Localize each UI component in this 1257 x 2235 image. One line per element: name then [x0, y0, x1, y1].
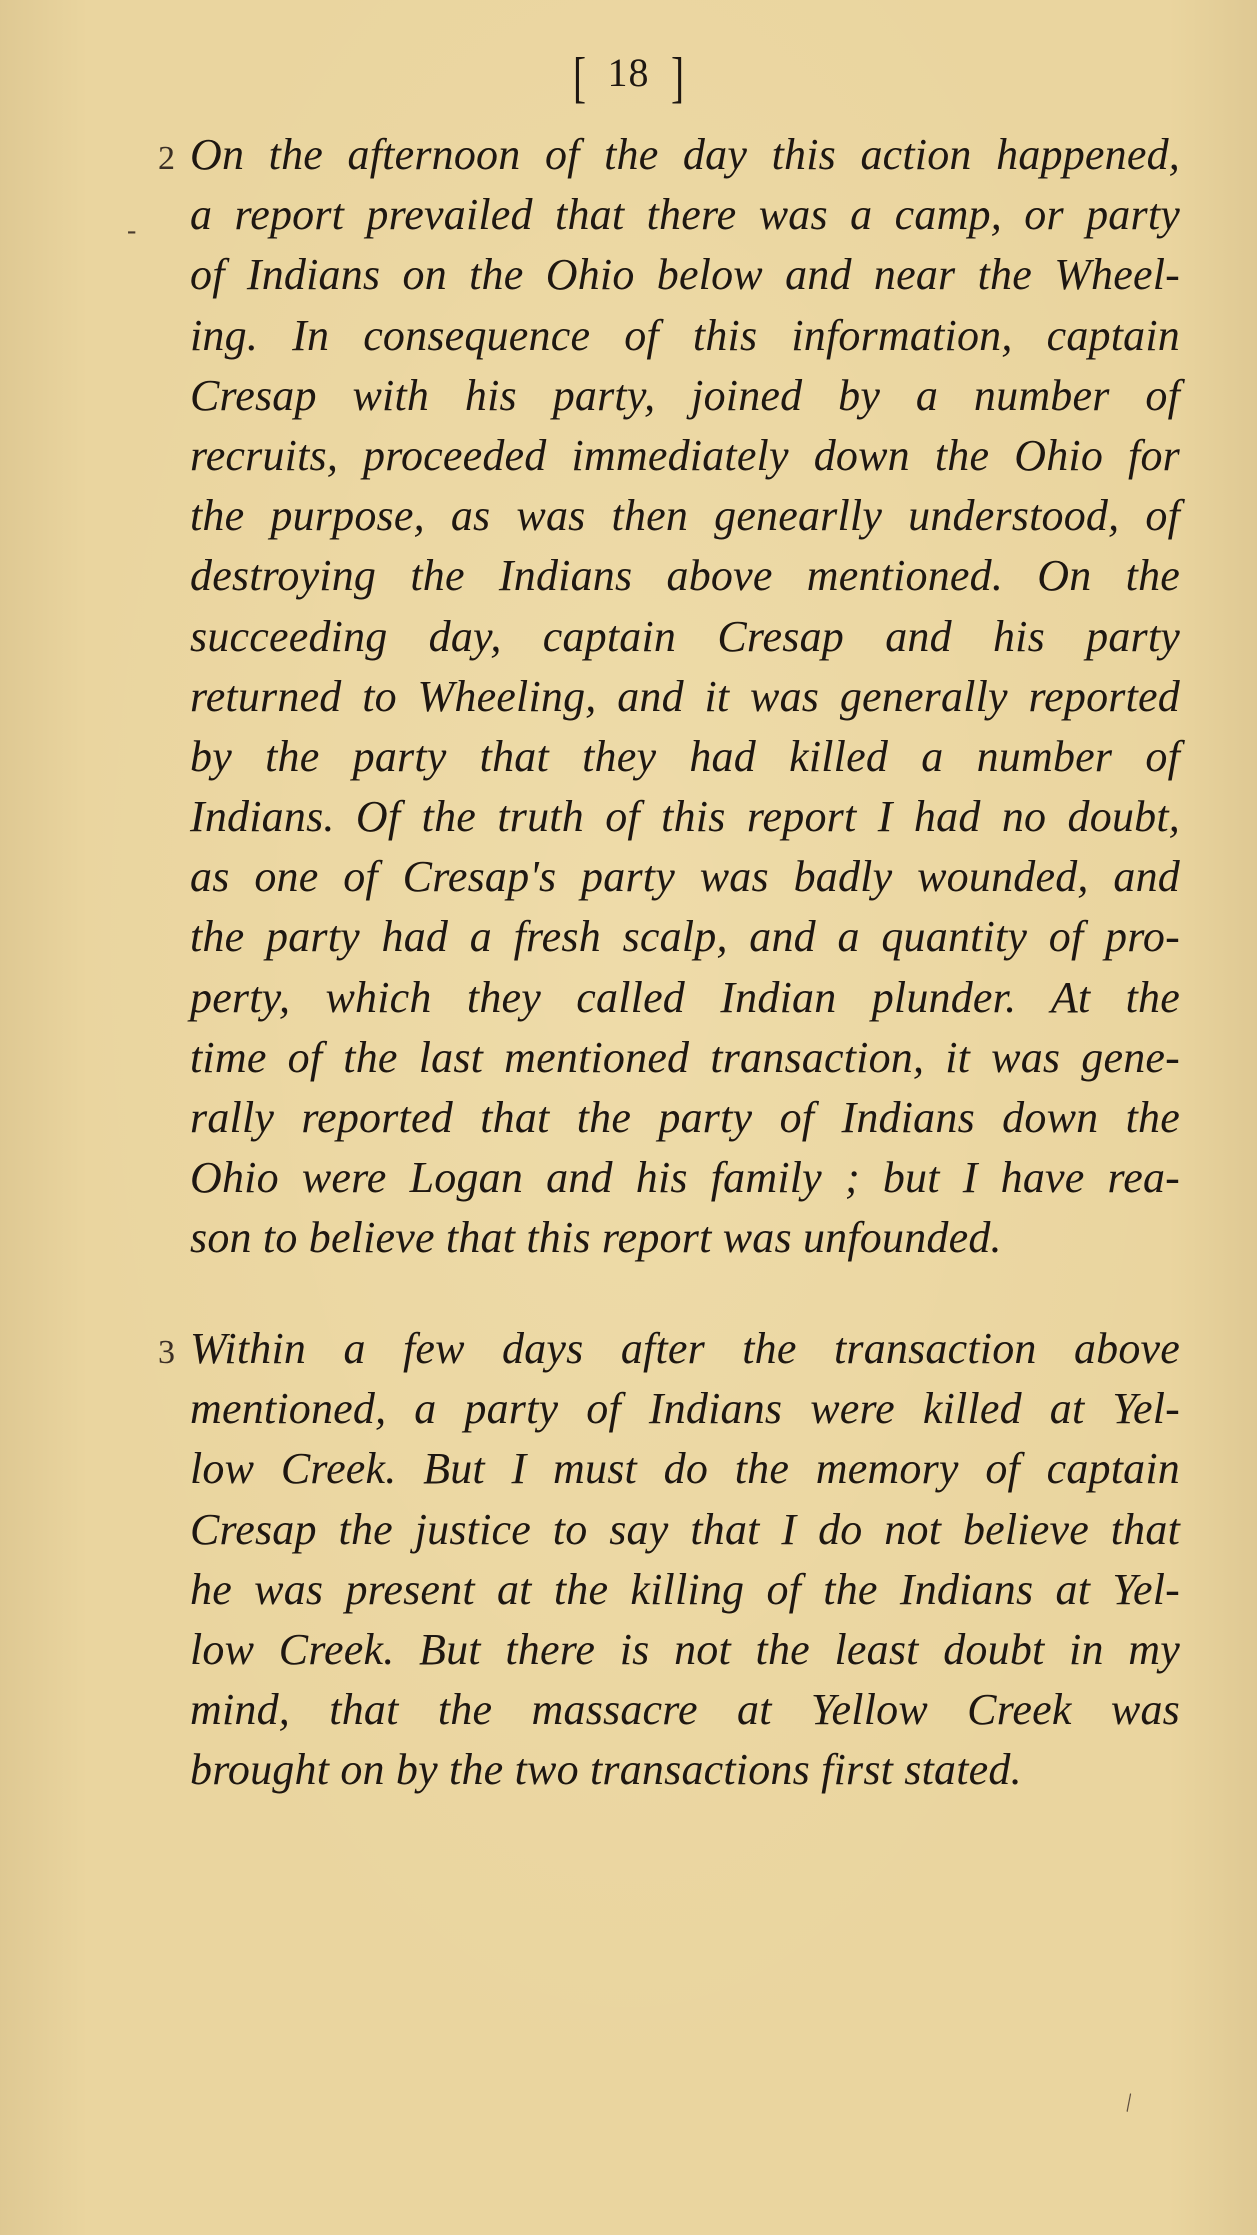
text-line: mind, that the massacre at Yellow Creek was: [190, 1685, 1180, 1735]
stray-ink-mark: \: [1118, 2088, 1140, 2117]
text-line: ing. In consequence of this information, captain: [190, 310, 1180, 360]
text-line: Cresap with his party, joined by a number of: [190, 370, 1180, 420]
text-line: low Creek. But I must do the memory of captain: [190, 1444, 1180, 1494]
text-line: by the party that they had killed a number of: [190, 731, 1180, 781]
text-line: of Indians on the Ohio below and near the Wheel-: [190, 250, 1180, 300]
margin-number-2: 2: [158, 140, 175, 177]
text-line: time of the last mentioned transaction, it was gene-: [190, 1032, 1180, 1082]
text-line: the purpose, as was then genearlly understood, of: [190, 491, 1180, 541]
text-line: low Creek. But there is not the least doubt in my: [190, 1624, 1180, 1674]
text-line: succeeding day, captain Cresap and his party: [190, 611, 1180, 661]
paragraph-1: [190, 125, 1180, 1269]
text-line: he was present at the killing of the Indians at Yel-: [190, 1564, 1180, 1614]
paragraph-2: [190, 1319, 1180, 1801]
text-line: the party had a fresh scalp, and a quantity of pro-: [190, 912, 1180, 962]
left-bracket: [: [572, 47, 587, 109]
text-line: Ohio were Logan and his family ; but I have rea-: [190, 1153, 1180, 1203]
margin-dash: -: [127, 215, 137, 246]
text-line: brought on by the two transactions first stated.: [190, 1745, 1022, 1795]
text-line: Indians. Of the truth of this report I had no doubt,: [190, 792, 1180, 842]
text-line: perty, which they called Indian plunder. At the: [190, 972, 1180, 1022]
text-line: as one of Cresap's party was badly wounded, and: [190, 852, 1180, 902]
text-line: Cresap the justice to say that I do not believe that: [190, 1504, 1180, 1554]
page-header: [0, 38, 1257, 113]
text-line: recruits, proceeded immediately down the Ohio for: [190, 430, 1180, 480]
text-line: mentioned, a party of Indians were killed at Yel-: [190, 1384, 1180, 1434]
text-line: son to believe that this report was unfounded.: [190, 1213, 1002, 1263]
right-bracket: ]: [670, 47, 685, 109]
text-line: destroying the Indians above mentioned. On the: [190, 551, 1180, 601]
text-line: Within a few days after the transaction above: [190, 1324, 1180, 1373]
margin-number-3: 3: [158, 1334, 175, 1371]
page-number: 18: [607, 50, 650, 95]
text-line: On the afternoon of the day this action happened,: [190, 130, 1180, 179]
text-line: a report prevailed that there was a camp, or party: [190, 190, 1180, 240]
text-line: returned to Wheeling, and it was generally reported: [190, 671, 1180, 721]
text-line: rally reported that the party of Indians down the: [190, 1093, 1180, 1142]
